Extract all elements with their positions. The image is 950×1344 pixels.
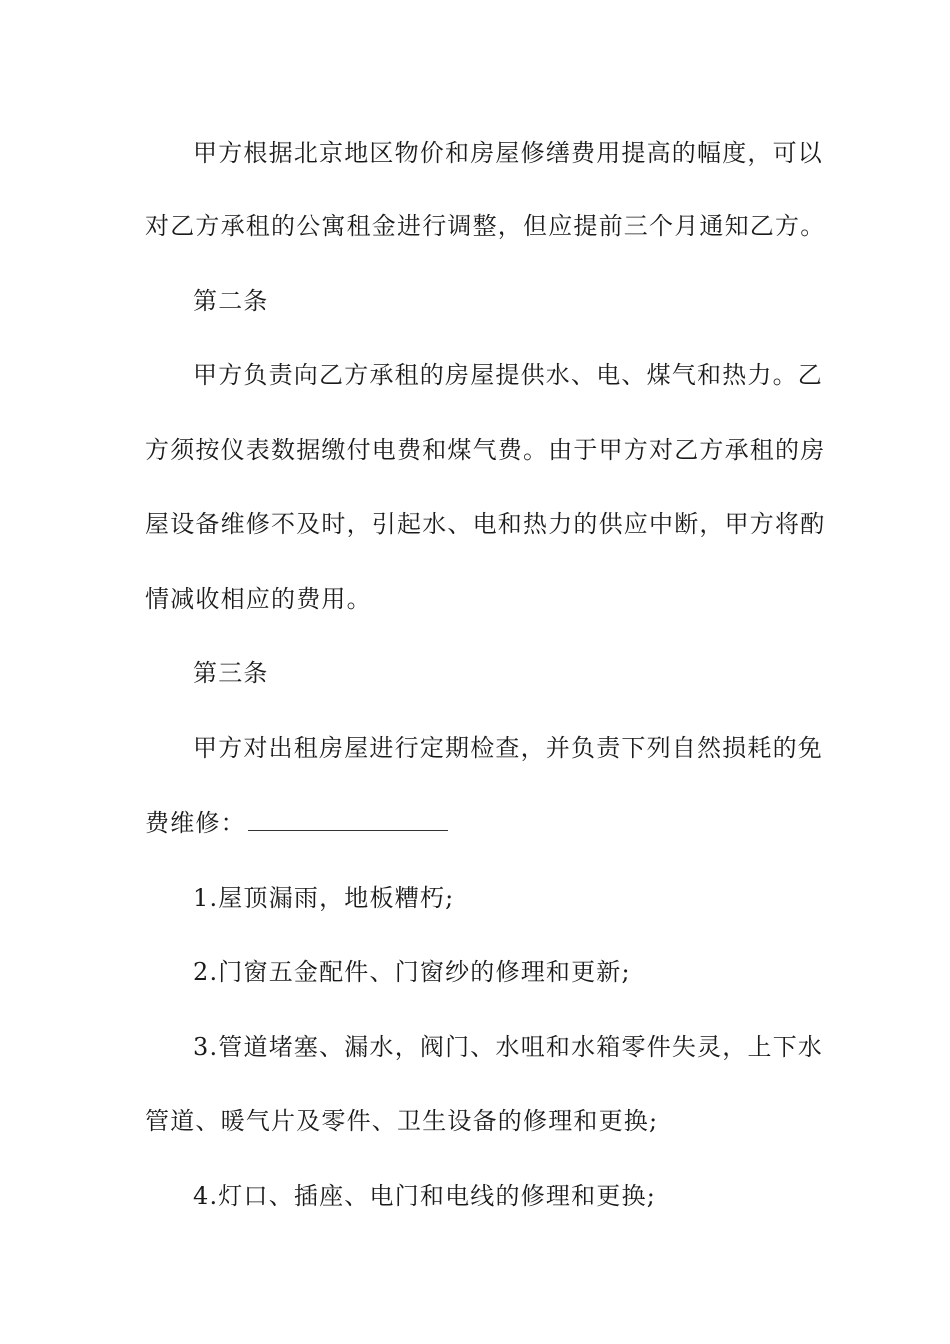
article-3-heading: 第三条	[193, 659, 269, 687]
blank-fill-line	[248, 810, 448, 831]
paragraph-2-line-1: 甲方负责向乙方承租的房屋提供水、电、煤气和热力。乙	[193, 361, 823, 389]
paragraph-2-line-3: 屋设备维修不及时，引起水、电和热力的供应中断，甲方将酌	[145, 510, 826, 538]
list-item-2: 2.门窗五金配件、门窗纱的修理和更新;	[193, 958, 631, 986]
list-item-3-line-2: 管道、暖气片及零件、卫生设备的修理和更换;	[145, 1107, 659, 1135]
paragraph-2-line-4: 情减收相应的费用。	[145, 585, 372, 613]
article-2-heading: 第二条	[193, 287, 269, 315]
paragraph-1-line-1: 甲方根据北京地区物价和房屋修缮费用提高的幅度，可以	[193, 139, 823, 167]
paragraph-3-line-2-text: 费维修：	[145, 809, 246, 837]
paragraph-1-line-2: 对乙方承租的公寓租金进行调整，但应提前三个月通知乙方。	[145, 212, 826, 240]
list-item-4: 4.灯口、插座、电门和电线的修理和更换;	[193, 1182, 656, 1210]
list-item-1: 1.屋顶漏雨，地板糟朽;	[193, 884, 455, 912]
list-item-3-line-1: 3.管道堵塞、漏水，阀门、水咀和水箱零件失灵，上下水	[193, 1033, 824, 1061]
paragraph-2-line-2: 方须按仪表数据缴付电费和煤气费。由于甲方对乙方承租的房	[145, 436, 826, 464]
paragraph-3-line-1: 甲方对出租房屋进行定期检查，并负责下列自然损耗的免	[193, 734, 823, 762]
paragraph-3-line-2	[145, 808, 448, 838]
